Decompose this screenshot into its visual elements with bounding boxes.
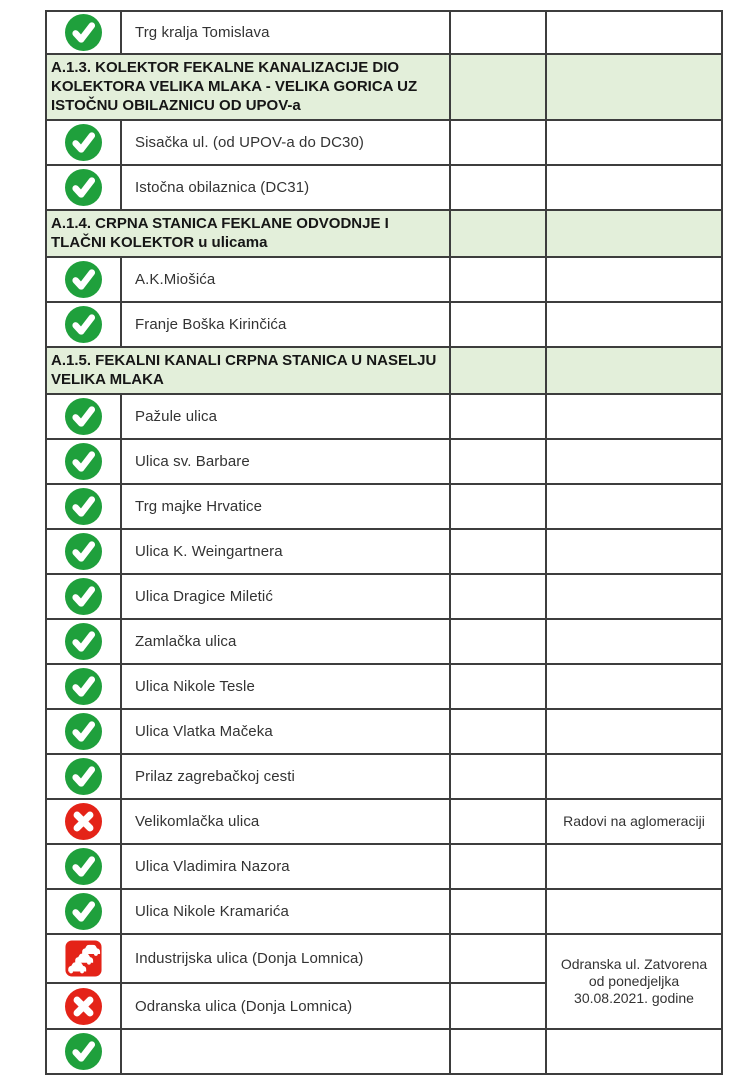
check-circle-icon xyxy=(65,124,102,161)
section-header-row xyxy=(46,54,722,120)
empty-cell xyxy=(450,664,546,709)
empty-cell xyxy=(450,754,546,799)
street-name: Industrijska ulica (Donja Lomnica) xyxy=(121,934,450,983)
table-row xyxy=(46,889,722,934)
check-circle-icon xyxy=(65,398,102,435)
check-circle-icon xyxy=(65,713,102,750)
note-text xyxy=(546,709,722,754)
status-cell xyxy=(46,709,121,754)
empty-cell xyxy=(450,983,546,1029)
table-row xyxy=(46,439,722,484)
table-row xyxy=(46,302,722,347)
check-circle-icon xyxy=(65,1033,102,1070)
table-row xyxy=(46,799,722,844)
table-row xyxy=(46,934,722,983)
street-name: Trg kralja Tomislava xyxy=(121,11,450,54)
note-text xyxy=(546,120,722,165)
street-status-table xyxy=(45,10,723,1075)
status-cell xyxy=(46,619,121,664)
status-cell xyxy=(46,1029,121,1074)
street-name: Ulica Dragice Miletić xyxy=(121,574,450,619)
status-cell xyxy=(46,394,121,439)
note-text xyxy=(546,439,722,484)
section-title: A.1.5. FEKALNI KANALI CRPNA STANICA U NASELJU VELIKA MLAKA xyxy=(46,347,450,394)
check-circle-icon xyxy=(65,261,102,298)
street-name: Ulica Nikole Kramarića xyxy=(121,889,450,934)
empty-cell xyxy=(450,709,546,754)
check-circle-icon xyxy=(65,169,102,206)
cross-circle-icon xyxy=(65,988,102,1025)
empty-cell xyxy=(450,120,546,165)
note-text xyxy=(546,889,722,934)
note-text xyxy=(546,302,722,347)
check-circle-icon xyxy=(65,848,102,885)
status-table-body xyxy=(46,11,722,1074)
street-name: Istočna obilaznica (DC31) xyxy=(121,165,450,210)
empty-cell xyxy=(450,302,546,347)
status-cell xyxy=(46,439,121,484)
table-row xyxy=(46,394,722,439)
table-row xyxy=(46,754,722,799)
table-row xyxy=(46,844,722,889)
section-title: A.1.3. KOLEKTOR FEKALNE KANALIZACIJE DIO KOLEKTORA VELIKA MLAKA - VELIKA GORICA UZ ISTOČNU OBILAZNICU OD UPOV-a xyxy=(46,54,450,120)
street-name: Ulica K. Weingartnera xyxy=(121,529,450,574)
note-text xyxy=(546,484,722,529)
empty-cell xyxy=(450,394,546,439)
section-spare-cell xyxy=(450,347,546,394)
table-row xyxy=(46,664,722,709)
note-text xyxy=(546,844,722,889)
traffic-jam-icon xyxy=(65,940,102,977)
status-cell xyxy=(46,484,121,529)
check-circle-icon xyxy=(65,893,102,930)
street-name: A.K.Miošića xyxy=(121,257,450,302)
street-name xyxy=(121,1029,450,1074)
check-circle-icon xyxy=(65,443,102,480)
status-cell xyxy=(46,983,121,1029)
table-row xyxy=(46,1029,722,1074)
section-note-cell xyxy=(546,210,722,257)
empty-cell xyxy=(450,799,546,844)
empty-cell xyxy=(450,484,546,529)
section-header-row xyxy=(46,347,722,394)
check-circle-icon xyxy=(65,578,102,615)
street-name: Zamlačka ulica xyxy=(121,619,450,664)
street-name: Ulica Vladimira Nazora xyxy=(121,844,450,889)
check-circle-icon xyxy=(65,758,102,795)
status-cell xyxy=(46,889,121,934)
table-row xyxy=(46,165,722,210)
street-name: Prilaz zagrebačkoj cesti xyxy=(121,754,450,799)
status-cell xyxy=(46,664,121,709)
cross-circle-icon xyxy=(65,803,102,840)
table-row xyxy=(46,484,722,529)
status-cell xyxy=(46,844,121,889)
note-text: Radovi na aglomeraciji xyxy=(546,799,722,844)
check-circle-icon xyxy=(65,668,102,705)
table-row xyxy=(46,257,722,302)
note-text xyxy=(546,165,722,210)
section-header-row xyxy=(46,210,722,257)
empty-cell xyxy=(450,889,546,934)
note-text xyxy=(546,619,722,664)
status-cell xyxy=(46,257,121,302)
street-name: Ulica Vlatka Mačeka xyxy=(121,709,450,754)
empty-cell xyxy=(450,574,546,619)
note-text xyxy=(546,574,722,619)
empty-cell xyxy=(450,619,546,664)
status-cell xyxy=(46,934,121,983)
table-row xyxy=(46,120,722,165)
note-text xyxy=(546,664,722,709)
note-text xyxy=(546,257,722,302)
status-cell xyxy=(46,574,121,619)
empty-cell xyxy=(450,165,546,210)
empty-cell xyxy=(450,11,546,54)
street-name: Sisačka ul. (od UPOV-a do DC30) xyxy=(121,120,450,165)
status-cell xyxy=(46,120,121,165)
check-circle-icon xyxy=(65,623,102,660)
note-text xyxy=(546,529,722,574)
note-text xyxy=(546,754,722,799)
section-spare-cell xyxy=(450,54,546,120)
note-text xyxy=(546,11,722,54)
empty-cell xyxy=(450,439,546,484)
table-row xyxy=(46,574,722,619)
check-circle-icon xyxy=(65,533,102,570)
section-title: A.1.4. CRPNA STANICA FEKLANE ODVODNJE I TLAČNI KOLEKTOR u ulicama xyxy=(46,210,450,257)
check-circle-icon xyxy=(65,306,102,343)
empty-cell xyxy=(450,257,546,302)
status-cell xyxy=(46,799,121,844)
table-row xyxy=(46,709,722,754)
status-cell xyxy=(46,302,121,347)
empty-cell xyxy=(450,529,546,574)
street-name: Pažule ulica xyxy=(121,394,450,439)
status-cell xyxy=(46,11,121,54)
table-row xyxy=(46,11,722,54)
section-note-cell xyxy=(546,347,722,394)
empty-cell xyxy=(450,844,546,889)
street-name: Trg majke Hrvatice xyxy=(121,484,450,529)
empty-cell xyxy=(450,934,546,983)
street-name: Ulica Nikole Tesle xyxy=(121,664,450,709)
street-name: Ulica sv. Barbare xyxy=(121,439,450,484)
status-cell xyxy=(46,165,121,210)
status-cell xyxy=(46,754,121,799)
street-name: Franje Boška Kirinčića xyxy=(121,302,450,347)
street-name: Odranska ulica (Donja Lomnica) xyxy=(121,983,450,1029)
note-text xyxy=(546,394,722,439)
table-row xyxy=(46,619,722,664)
table-row xyxy=(46,529,722,574)
street-name: Velikomlačka ulica xyxy=(121,799,450,844)
section-spare-cell xyxy=(450,210,546,257)
note-text xyxy=(546,1029,722,1074)
check-circle-icon xyxy=(65,488,102,525)
empty-cell xyxy=(450,1029,546,1074)
section-note-cell xyxy=(546,54,722,120)
check-circle-icon xyxy=(65,14,102,51)
status-cell xyxy=(46,529,121,574)
note-text: Odranska ul. Zatvorena od ponedjeljka 30.08.2021. godine xyxy=(546,934,722,1029)
